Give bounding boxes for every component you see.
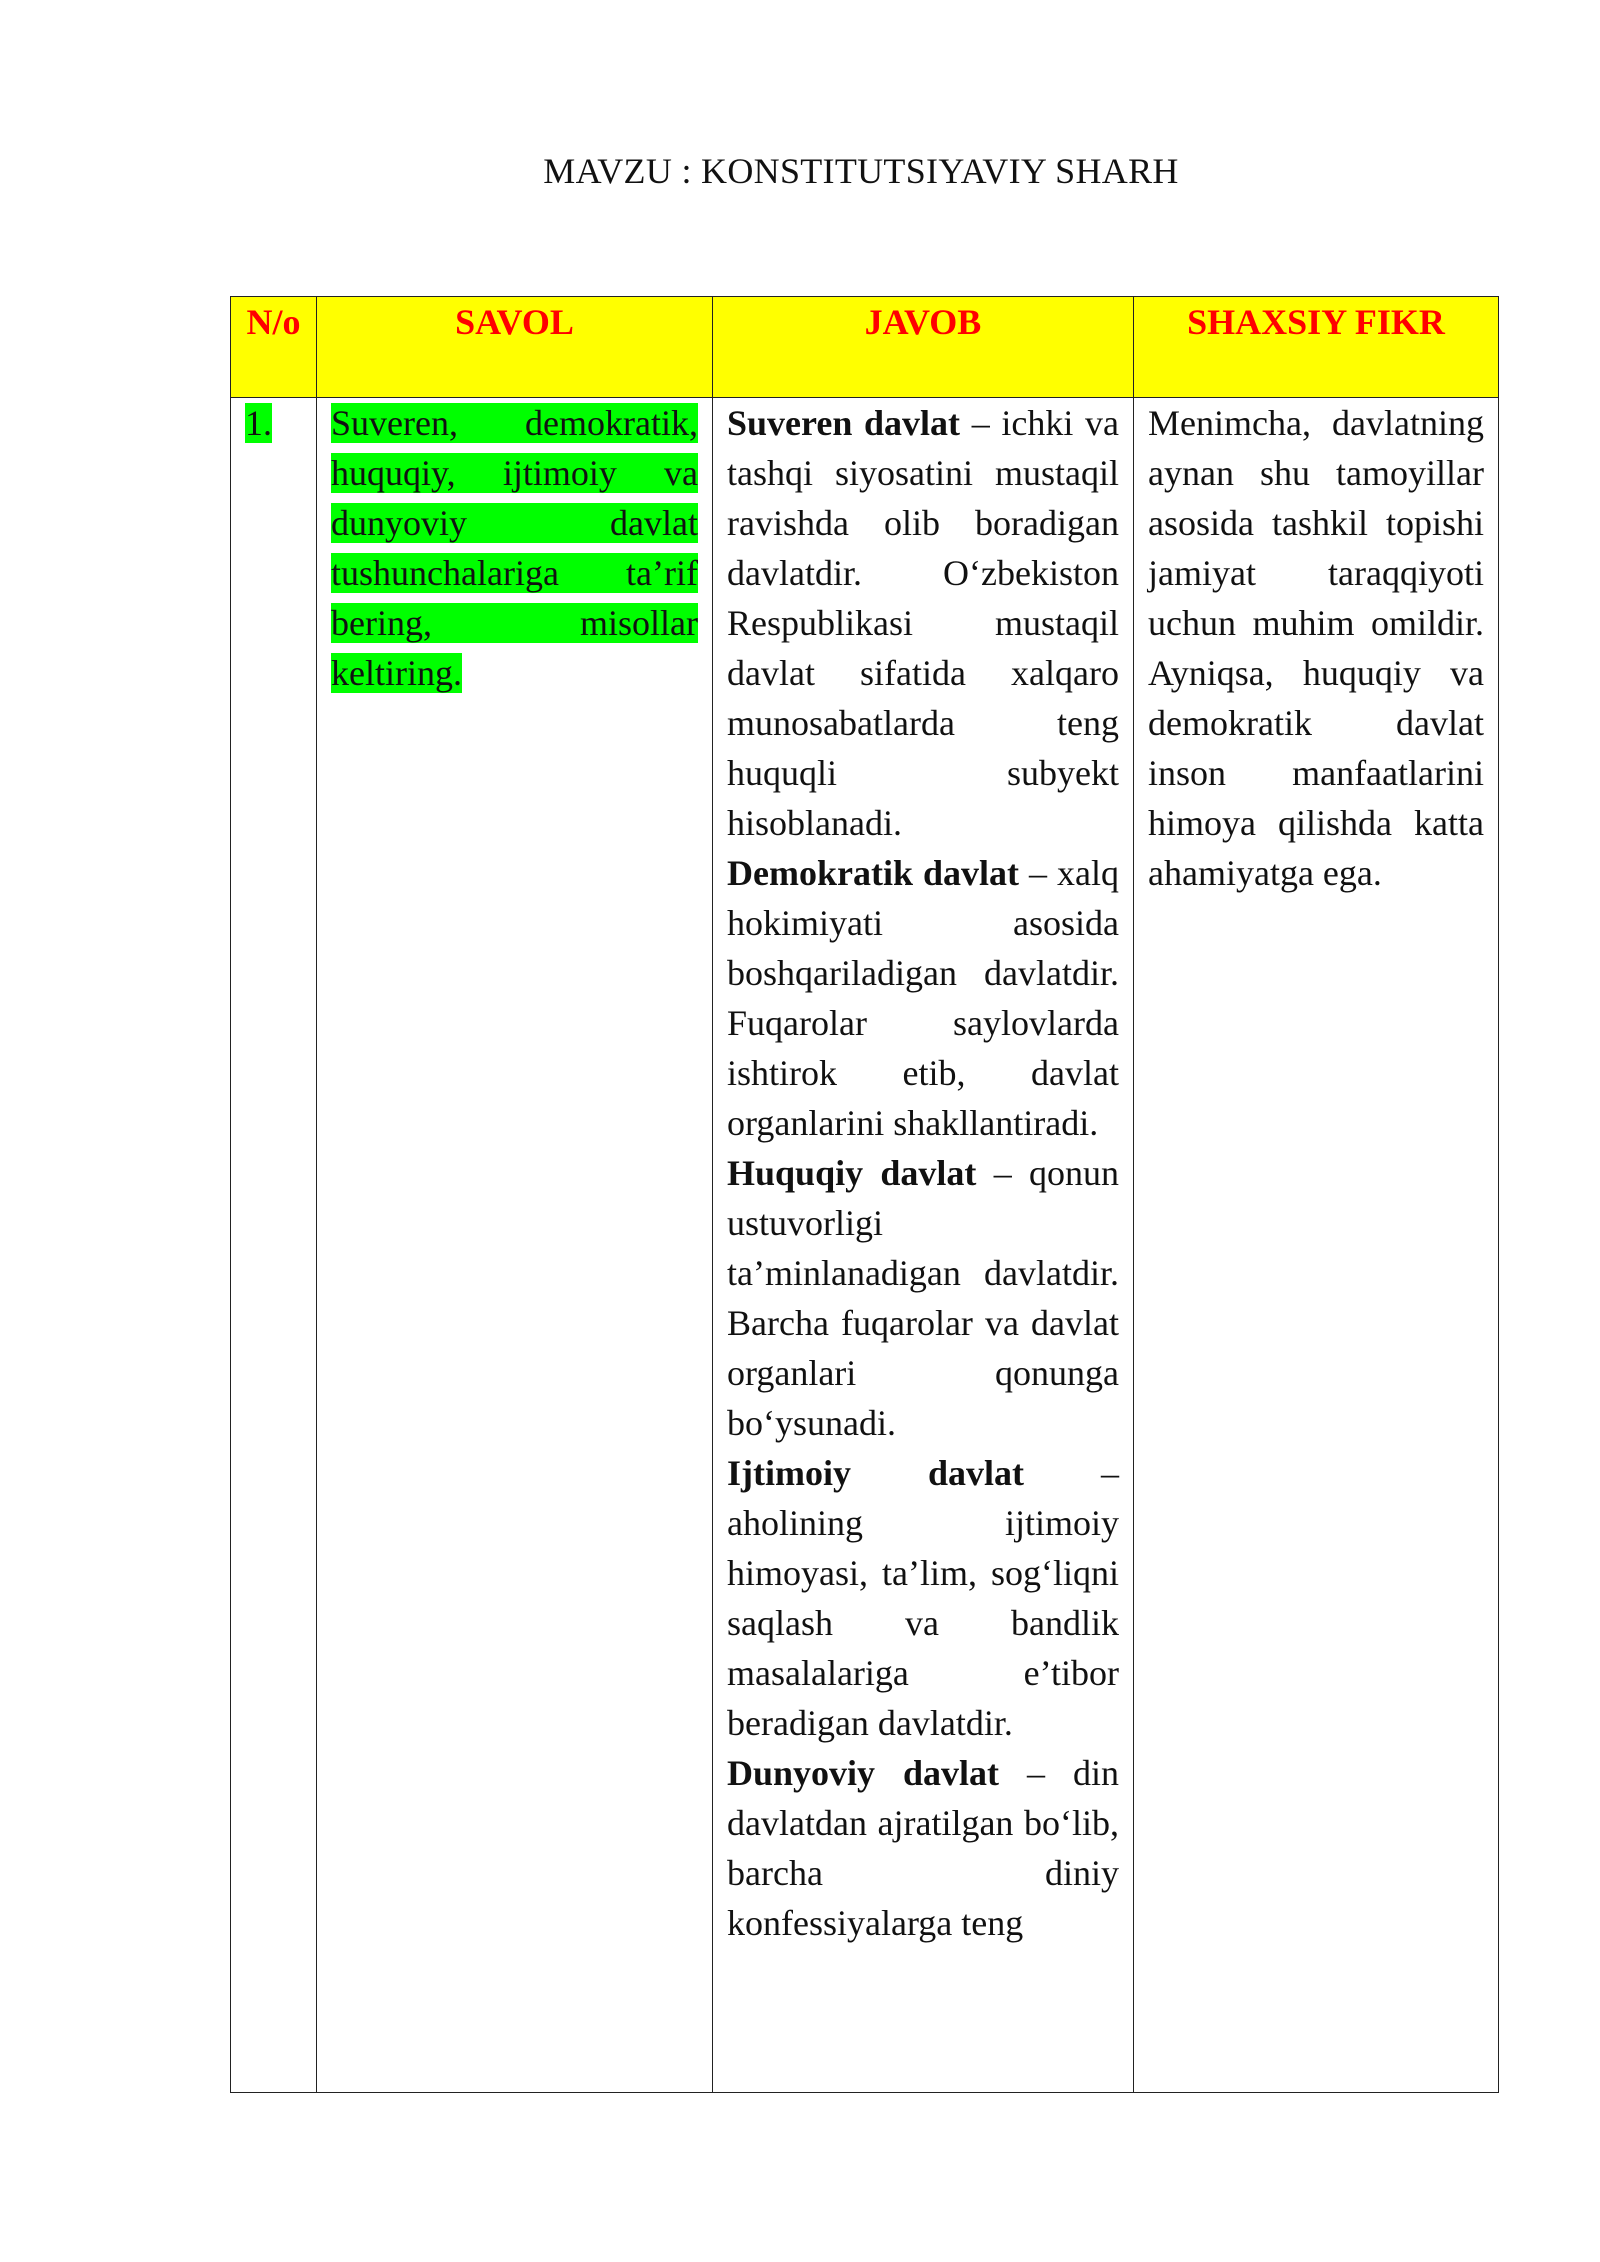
answer-paragraph [727,1748,1119,1948]
answer-term: Ijtimoiy davlat [727,1453,1024,1493]
answer-term: Demokratik davlat [727,853,1019,893]
opinion-text: Menimcha, davlatning aynan shu tamoyillar asosida tashkil topishi jamiyat taraqqiyoti uchun muhim omildir. Ayniqsa, huquqiy va demokratik davlat inson manfaatlarini himoya qilishda katta ahamiyatga ega. [1148,403,1484,893]
header-opinion-label: SHAXSIY FIKR [1187,302,1445,342]
row-number: 1. [245,403,272,443]
answer-definition: – qonun ustuvorligi ta’minlanadigan davlatdir. Barcha fuqarolar va davlat organlari qonunga bo‘ysunadi. [727,1153,1119,1443]
header-question: SAVOL [317,297,713,398]
page-title: MAVZU : KONSTITUTSIYAVIY SHARH [543,151,1179,191]
answer-paragraph [727,1448,1119,1748]
row-number-cell [231,398,317,2093]
question-cell [317,398,713,2093]
header-opinion [1134,297,1499,398]
answer-term: Dunyoviy davlat [727,1753,1000,1793]
header-number: N/o [231,297,317,398]
answer-paragraph [727,398,1119,848]
answer-definition: – xalq hokimiyati asosida boshqariladigan davlatdir. Fuqarolar saylovlarda ishtirok etib, davlat organlarini shakllantiradi. [727,853,1119,1143]
table-row [231,398,1499,2093]
answer-cell [713,398,1134,2093]
answer-paragraph [727,848,1119,1148]
answer-definition: – aholining ijtimoiy himoyasi, ta’lim, sog‘liqni saqlash va bandlik masalalariga e’tibor beradigan davlatdir. [727,1453,1119,1743]
table-header-row [231,297,1499,398]
answer-paragraph [727,1148,1119,1448]
answer-term: Suveren davlat [727,403,961,443]
opinion-cell [1134,398,1499,2093]
question-text: Suveren, demokratik, huquqiy, ijtimoiy va dunyoviy davlat tushunchalariga ta’rif bering, misollar keltiring. [331,403,698,693]
answer-term: Huquqiy davlat [727,1153,977,1193]
header-answer: JAVOB [713,297,1134,398]
answer-definition: – din davlatdan ajratilgan bo‘lib, barcha diniy konfessiyalarga teng [727,1753,1119,1943]
answer-definition: – ichki va tashqi siyosatini mustaqil ravishda olib boradigan davlatdir. O‘zbekiston Respublikasi mustaqil davlat sifatida xalqaro munosabatlarda teng huquqli subyekt hisoblanadi. [727,403,1119,843]
qa-table [230,296,1499,2093]
